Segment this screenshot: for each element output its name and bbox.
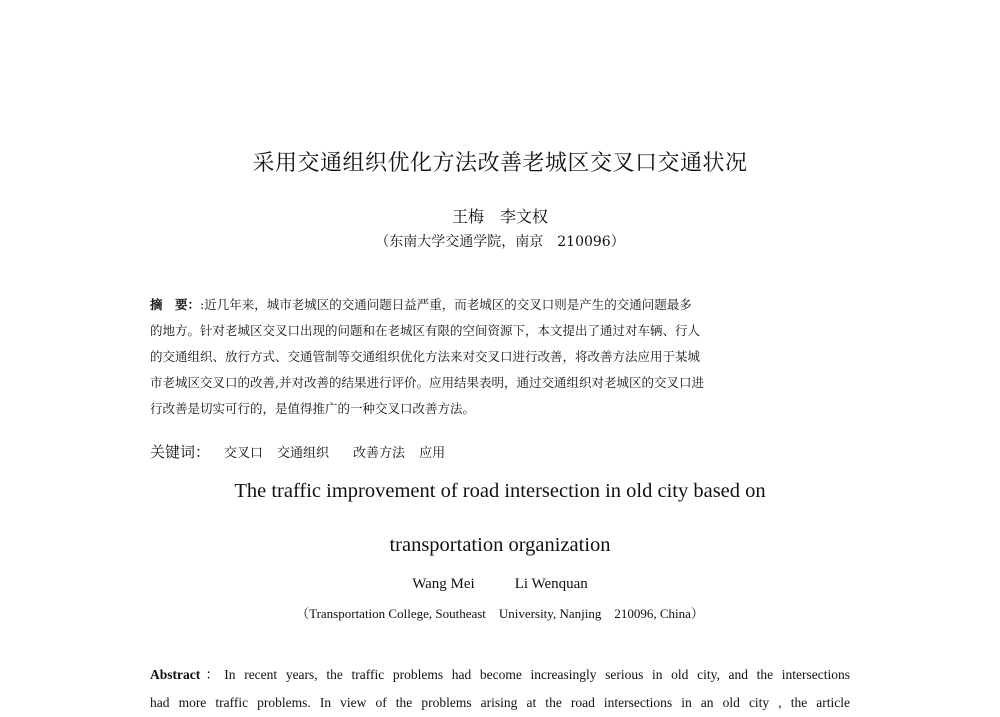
chinese-abstract-line: 市老城区交叉口的改善,并对改善的结果进行评价。应用结果表明，通过交通组织对老城区的交叉口进 (150, 375, 704, 390)
english-title-line-2: transportation organization (389, 534, 611, 556)
chinese-abstract-line: 行改善是切实可行的，是值得推广的一种交叉口改善方法。 (150, 401, 476, 416)
english-authors (0, 576, 1000, 593)
english-abstract (150, 661, 850, 717)
english-abstract-line: Abstract：In recent years, the traffic problems had become increasingly serious in old city, and the intersections (150, 667, 850, 682)
keyword: 交叉口 (224, 446, 264, 461)
english-title-line-1: The traffic improvement of road intersection in old city based on (234, 480, 766, 502)
chinese-abstract-label: 摘 要： (150, 297, 201, 312)
chinese-abstract-line: 摘 要：:近几年来，城市老城区的交通问题日益严重，而老城区的交叉口则是产生的交通问题最多 (150, 297, 692, 312)
chinese-title: 采用交通组织优化方法改善老城区交叉口交通状况 (252, 151, 748, 176)
chinese-affiliation: （东南大学交通学院，南京 210096） (375, 234, 625, 250)
english-abstract-line: had more traffic problems. In view of the problems arising at the road intersections in an old city , the article (150, 695, 850, 710)
chinese-abstract (150, 292, 840, 422)
keyword: 交通组织 (277, 446, 330, 461)
english-author: Li Wenquan (514, 576, 588, 592)
chinese-keywords-label: 关键词： (150, 443, 211, 461)
keyword: 改善方法 (353, 446, 406, 461)
english-affiliation: （Transportation College, Southeast University, Nanjing 210096, China） (296, 606, 704, 621)
english-author: Wang Mei (412, 576, 475, 592)
chinese-authors: 王梅 李文权 (451, 207, 548, 226)
english-abstract-label: Abstract (150, 667, 201, 682)
chinese-keywords (150, 441, 445, 462)
keyword: 应用 (419, 446, 446, 461)
chinese-abstract-line: 的地方。针对老城区交叉口出现的问题和在老城区有限的空间资源下，本文提出了通过对车辆、行人 (150, 323, 701, 338)
chinese-abstract-line: 的交通组织、放行方式、交通管制等交通组织优化方法来对交叉口进行改善，将改善方法应用于某城 (150, 349, 701, 364)
